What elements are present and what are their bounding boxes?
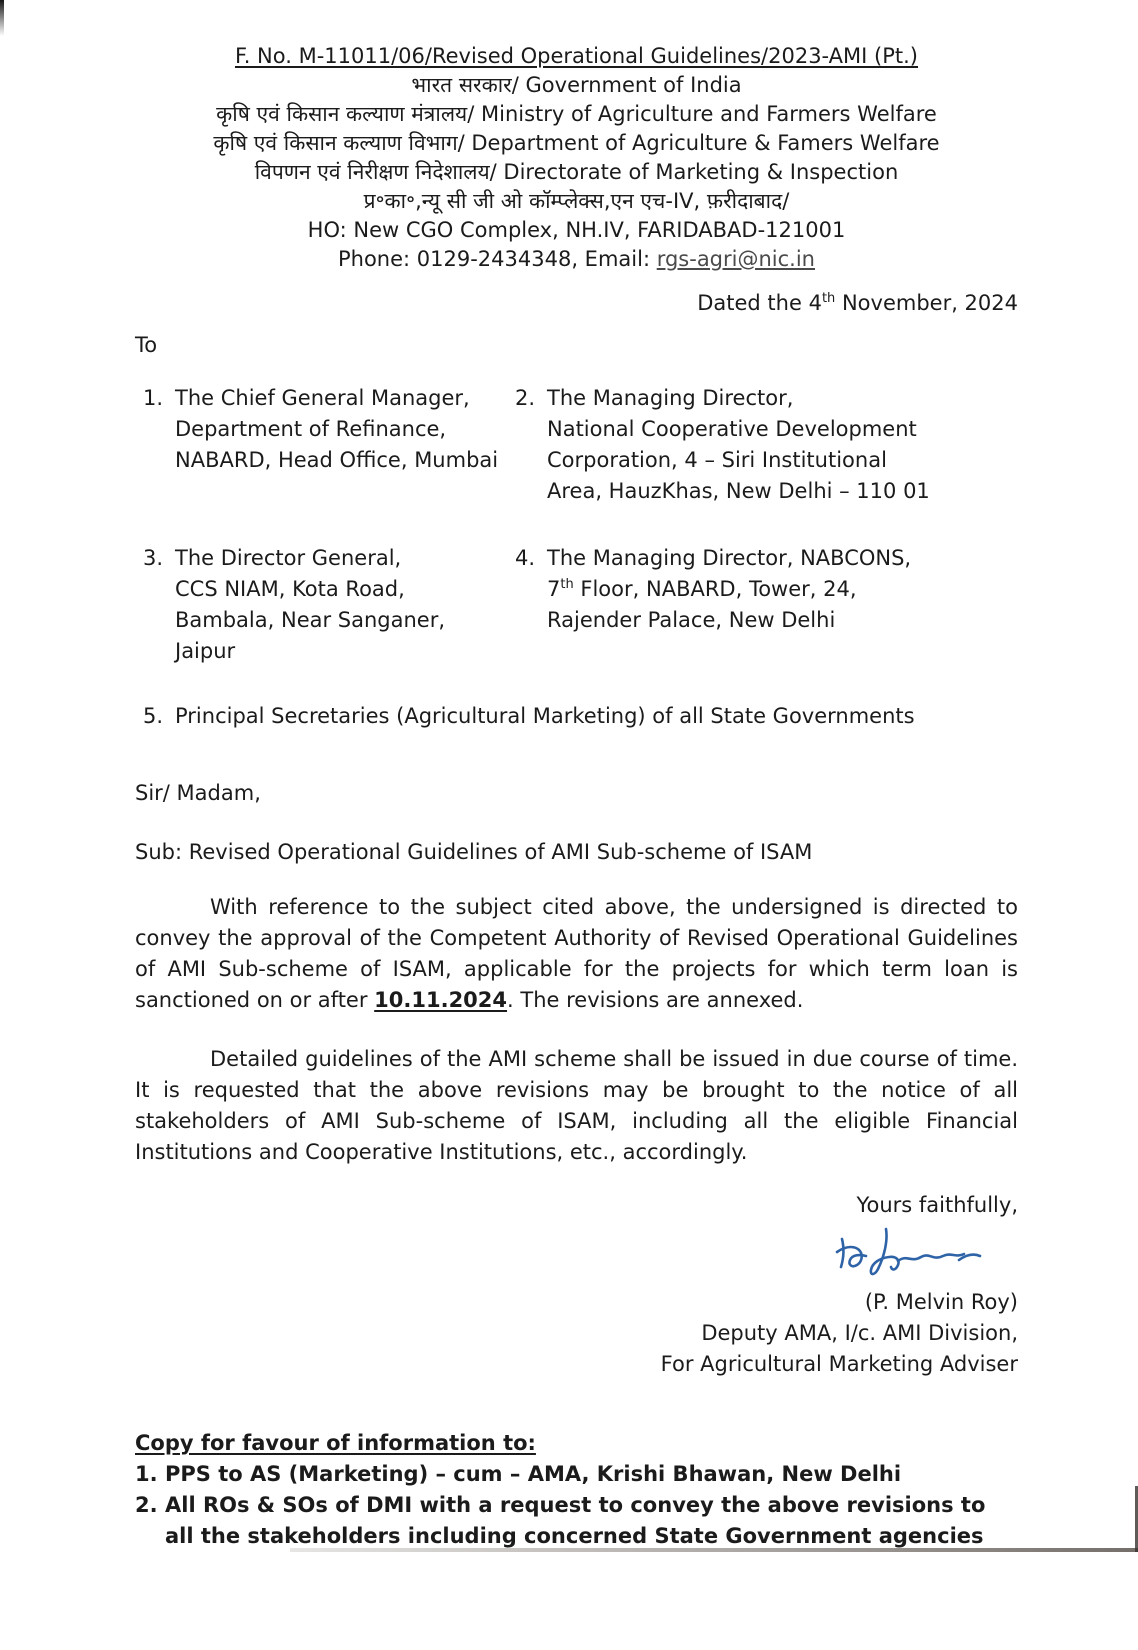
addressee-address bbox=[175, 543, 445, 667]
letterhead bbox=[135, 42, 1018, 274]
closing-line: Yours faithfully, bbox=[856, 1193, 1018, 1217]
addressee-list bbox=[143, 383, 1018, 667]
copy-item-number: 1. bbox=[135, 1462, 158, 1486]
to-label: To bbox=[135, 333, 158, 357]
signatory-designation: For Agricultural Marketing Adviser bbox=[660, 1352, 1018, 1376]
file-number: F. No. M-11011/06/Revised Operational Guidelines/2023-AMI (Pt.) bbox=[234, 44, 918, 68]
address-line: The Managing Director, NABCONS, bbox=[547, 546, 912, 570]
subject-line: Sub: Revised Operational Guidelines of AMI Sub-scheme of ISAM bbox=[135, 840, 813, 864]
addressee-address bbox=[547, 383, 930, 507]
contact-line bbox=[135, 245, 1018, 274]
addressee-3 bbox=[143, 543, 515, 667]
addressee-number: 1. bbox=[143, 386, 164, 410]
address-line: The Director General, bbox=[175, 546, 402, 570]
address-line: Corporation, 4 – Siri Institutional bbox=[547, 448, 887, 472]
address-line: NABARD, Head Office, Mumbai bbox=[175, 448, 499, 472]
address-line: Principal Secretaries (Agricultural Marketing) of all State Governments bbox=[175, 704, 915, 728]
body-paragraph-2: Detailed guidelines of the AMI scheme shall be issued in due course of time. It is requested that the above revisions may be brought to the notice of all stakeholders of AMI Sub-scheme of ISAM, including all the eligible Financial Institutions and Cooperative Institutions, etc., accordingly. bbox=[135, 1047, 1018, 1164]
copy-item-number: 2. bbox=[135, 1493, 158, 1517]
date-text: Dated the 4 bbox=[697, 291, 822, 315]
address-line: The Chief General Manager, bbox=[175, 386, 470, 410]
floor-ordinal-suffix: th bbox=[560, 577, 574, 592]
directorate-line: विपणन एवं निरीक्षण निदेशालय/ Directorate of Marketing & Inspection bbox=[254, 160, 899, 184]
scan-artifact-top-left bbox=[0, 0, 4, 36]
addressee-address bbox=[547, 543, 911, 667]
address-line: 7th Floor, NABARD, Tower, 24, bbox=[547, 577, 857, 601]
address-line: Jaipur bbox=[175, 639, 236, 663]
address-line: Area, HauzKhas, New Delhi – 110 01 bbox=[547, 479, 930, 503]
date-ordinal-suffix: th bbox=[821, 291, 836, 306]
addressee-5 bbox=[143, 701, 1018, 732]
address-line: National Cooperative Development bbox=[547, 417, 917, 441]
addressee-1 bbox=[143, 383, 515, 507]
date-line bbox=[135, 288, 1018, 318]
address-line: Department of Refinance, bbox=[175, 417, 447, 441]
addressee-address bbox=[175, 383, 498, 507]
copy-item-text: All ROs & SOs of DMI with a request to convey the above revisions to all the stakeholders including concerned State Government agencies bbox=[165, 1493, 986, 1548]
effective-date: 10.11.2024 bbox=[374, 988, 508, 1012]
addressee-number: 5. bbox=[143, 704, 164, 728]
scan-artifact-bottom-edge bbox=[290, 1548, 1138, 1552]
salutation: Sir/ Madam, bbox=[135, 781, 261, 805]
copy-item-text: PPS to AS (Marketing) – cum – AMA, Krishi Bhawan, New Delhi bbox=[165, 1462, 902, 1486]
addressee-number: 4. bbox=[515, 546, 536, 570]
signatory-designation: Deputy AMA, I/c. AMI Division, bbox=[701, 1321, 1018, 1345]
handwritten-signature-image bbox=[830, 1223, 990, 1287]
address-line: CCS NIAM, Kota Road, bbox=[175, 577, 405, 601]
signature-area bbox=[135, 1223, 1018, 1287]
ministry-line: कृषि एवं किसान कल्याण मंत्रालय/ Ministry of Agriculture and Farmers Welfare bbox=[216, 102, 937, 126]
copy-section-heading: Copy for favour of information to: bbox=[135, 1431, 536, 1455]
address-line: The Managing Director, bbox=[547, 386, 794, 410]
copy-item-1 bbox=[135, 1459, 1018, 1490]
addressee-number: 2. bbox=[515, 386, 536, 410]
government-line: भारत सरकार/ Government of India bbox=[411, 73, 742, 97]
office-address-hindi: प्र॰का॰,न्यू सी जी ओ कॉम्प्लेक्स,एन एच-IV, फ़रीदाबाद/ bbox=[363, 189, 790, 213]
office-address-english: HO: New CGO Complex, NH.IV, FARIDABAD-121001 bbox=[307, 218, 846, 242]
addressee-number: 3. bbox=[143, 546, 164, 570]
body-paragraph-1 bbox=[135, 892, 1018, 1016]
addressee-4 bbox=[515, 543, 1018, 667]
signatory-name: (P. Melvin Roy) bbox=[864, 1290, 1018, 1314]
paragraph-text: . The revisions are annexed. bbox=[507, 988, 804, 1012]
email-link[interactable]: rgs-agri@nic.in bbox=[656, 247, 815, 271]
department-line: कृषि एवं किसान कल्याण विभाग/ Department of Agriculture & Famers Welfare bbox=[213, 131, 940, 155]
addressee-2 bbox=[515, 383, 1018, 507]
paragraph-text: With reference to the subject cited above, the undersigned is directed to convey the approval of the Competent Authority of Revised Operational Guidelines of AMI Sub-scheme of ISAM, applicable for the projects for which term loan is sanctioned on or after bbox=[135, 895, 1018, 1012]
copy-item-2 bbox=[135, 1490, 1018, 1552]
address-line: Bambala, Near Sanganer, bbox=[175, 608, 446, 632]
phone-email-label: Phone: 0129-2434348, Email: bbox=[337, 247, 657, 271]
address-line: Rajender Palace, New Delhi bbox=[547, 608, 836, 632]
date-text-tail: November, 2024 bbox=[835, 291, 1018, 315]
